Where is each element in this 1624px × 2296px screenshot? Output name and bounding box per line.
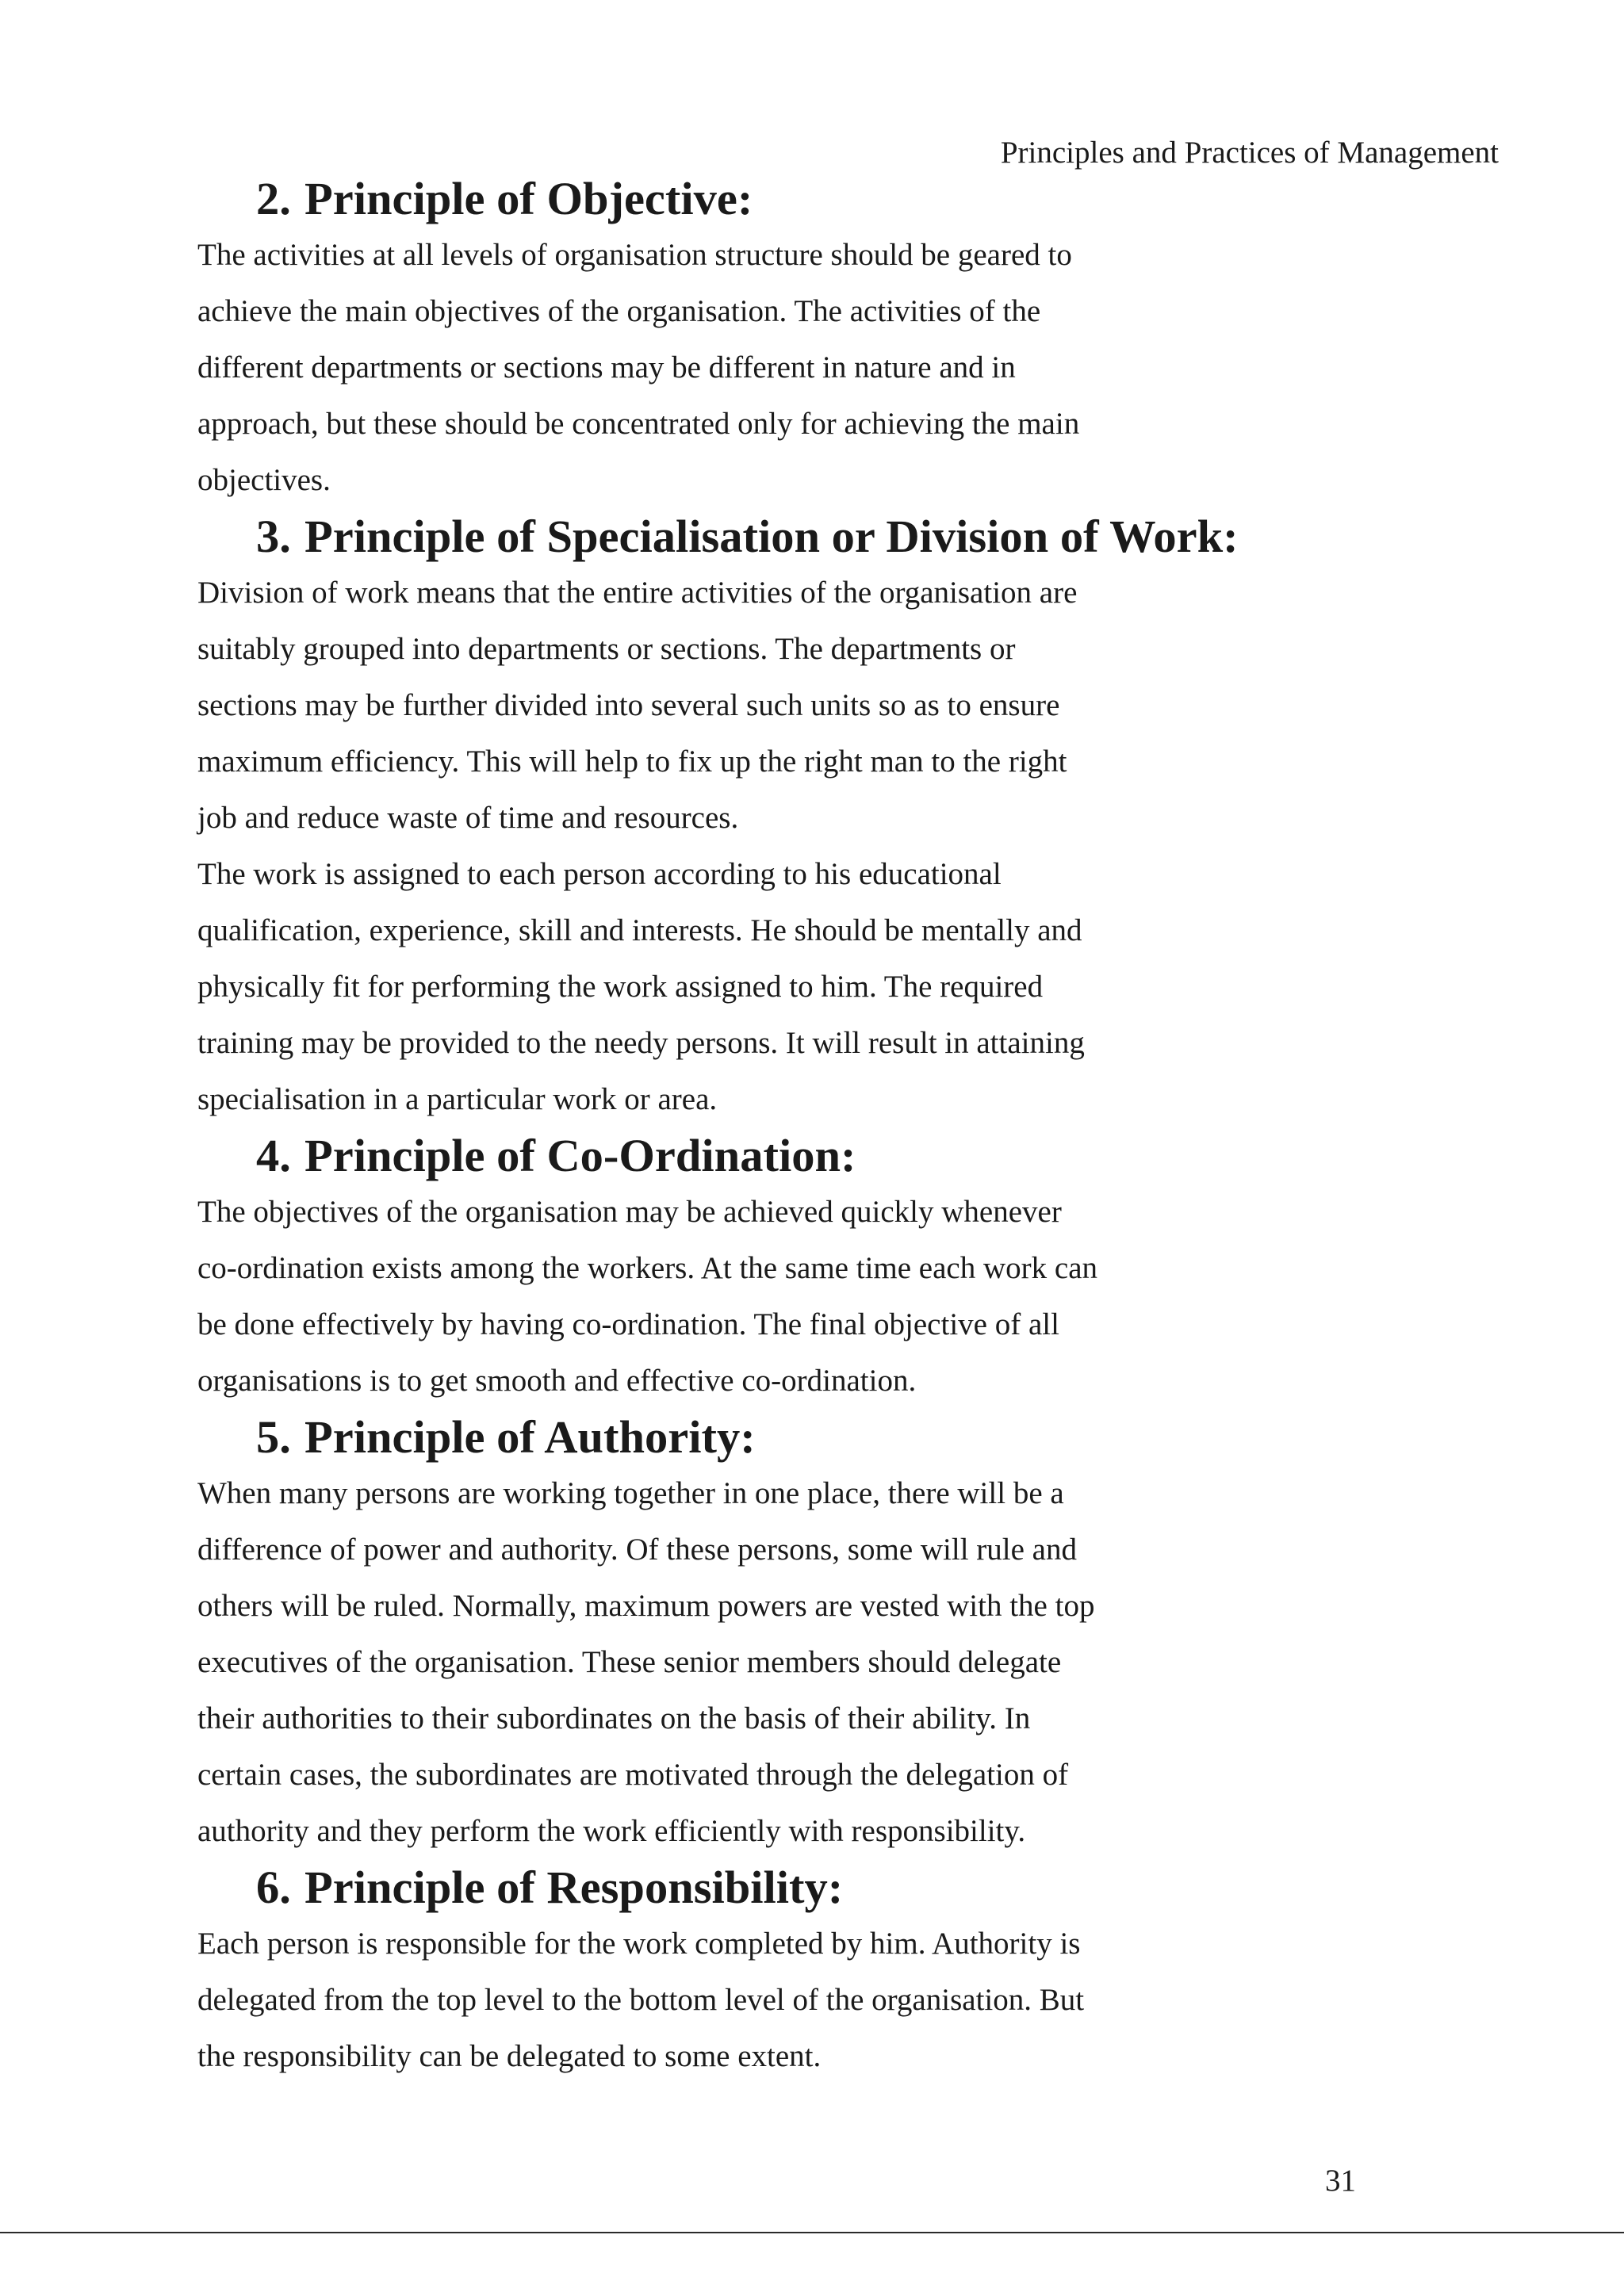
paragraph [197, 846, 1181, 1127]
text-line: sections may be further divided into several such units so as to ensure [197, 688, 1060, 722]
text-line: qualification, experience, skill and interests. He should be mentally and [197, 913, 1082, 947]
section-number: 2. [256, 173, 291, 224]
text-line: Each person is responsible for the work completed by him. Authority is [197, 1927, 1081, 1961]
text-line: co-ordination exists among the workers. At the same time each work can [197, 1251, 1097, 1285]
section-principle-of-authority [197, 1409, 1181, 1859]
text-line: The objectives of the organisation may be achieved quickly whenever [197, 1195, 1062, 1229]
text-line: difference of power and authority. Of these persons, some will rule and [197, 1533, 1077, 1567]
text-line: training may be provided to the needy persons. It will result in attaining [197, 1026, 1085, 1060]
text-line: physically fit for performing the work assigned to him. The required [197, 970, 1044, 1004]
section-principle-of-responsibility [197, 1859, 1181, 2084]
text-line: approach, but these should be concentrated only for achieving the main [197, 407, 1080, 441]
section-title: Principle of Specialisation or Division of Work: [304, 511, 1239, 562]
page-number: 31 [1325, 2164, 1356, 2198]
text-line: achieve the main objectives of the organisation. The activities of the [197, 294, 1041, 328]
section-heading [197, 1409, 1181, 1465]
text-line: delegated from the top level to the bottom level of the organisation. But [197, 1983, 1085, 2017]
page-body [197, 170, 1239, 2084]
section-number: 3. [256, 511, 291, 562]
section-principle-of-co-ordination [197, 1127, 1181, 1409]
text-line: different departments or sections may be different in nature and in [197, 350, 1016, 385]
text-line: maximum efficiency. This will help to fix up the right man to the right [197, 744, 1067, 779]
paragraph [197, 227, 1181, 508]
section-number: 6. [256, 1862, 291, 1913]
section-principle-of-objective [197, 170, 1181, 508]
paragraph [197, 564, 1181, 846]
section-heading [197, 1859, 1181, 1915]
section-title: Principle of Co-Ordination: [304, 1130, 856, 1181]
section-heading [197, 508, 1239, 564]
section-title: Principle of Responsibility: [304, 1862, 844, 1913]
section-number: 5. [256, 1411, 291, 1463]
section-heading [197, 1127, 1181, 1184]
paragraph [197, 1465, 1181, 1859]
text-line: others will be ruled. Normally, maximum powers are vested with the top [197, 1589, 1095, 1623]
text-line: suitably grouped into departments or sections. The departments or [197, 632, 1016, 666]
text-line: Division of work means that the entire activities of the organisation are [197, 576, 1078, 610]
section-heading [197, 170, 1181, 227]
text-line: specialisation in a particular work or area. [197, 1082, 718, 1116]
footer-rule [0, 2232, 1624, 2233]
running-header: Principles and Practices of Management [1000, 136, 1499, 170]
text-line: job and reduce waste of time and resources. [197, 801, 739, 835]
text-line: authority and they perform the work efficiently with responsibility. [197, 1814, 1026, 1848]
text-line: When many persons are working together in one place, there will be a [197, 1476, 1064, 1510]
text-line: objectives. [197, 463, 331, 497]
paragraph [197, 1184, 1181, 1409]
text-line: The work is assigned to each person according to his educational [197, 857, 1002, 891]
text-line: their authorities to their subordinates on the basis of their ability. In [197, 1701, 1031, 1735]
text-line: the responsibility can be delegated to some extent. [197, 2039, 822, 2073]
text-line: executives of the organisation. These senior members should delegate [197, 1645, 1062, 1679]
text-line: be done effectively by having co-ordination. The final objective of all [197, 1307, 1059, 1341]
text-line: The activities at all levels of organisation structure should be geared to [197, 238, 1072, 272]
section-number: 4. [256, 1130, 291, 1181]
paragraph [197, 1915, 1181, 2084]
section-title: Principle of Authority: [304, 1411, 756, 1463]
section-title: Principle of Objective: [304, 173, 753, 224]
text-line: organisations is to get smooth and effective co-ordination. [197, 1364, 917, 1398]
section-principle-of-specialisation [197, 508, 1239, 1127]
text-line: certain cases, the subordinates are motivated through the delegation of [197, 1758, 1069, 1792]
